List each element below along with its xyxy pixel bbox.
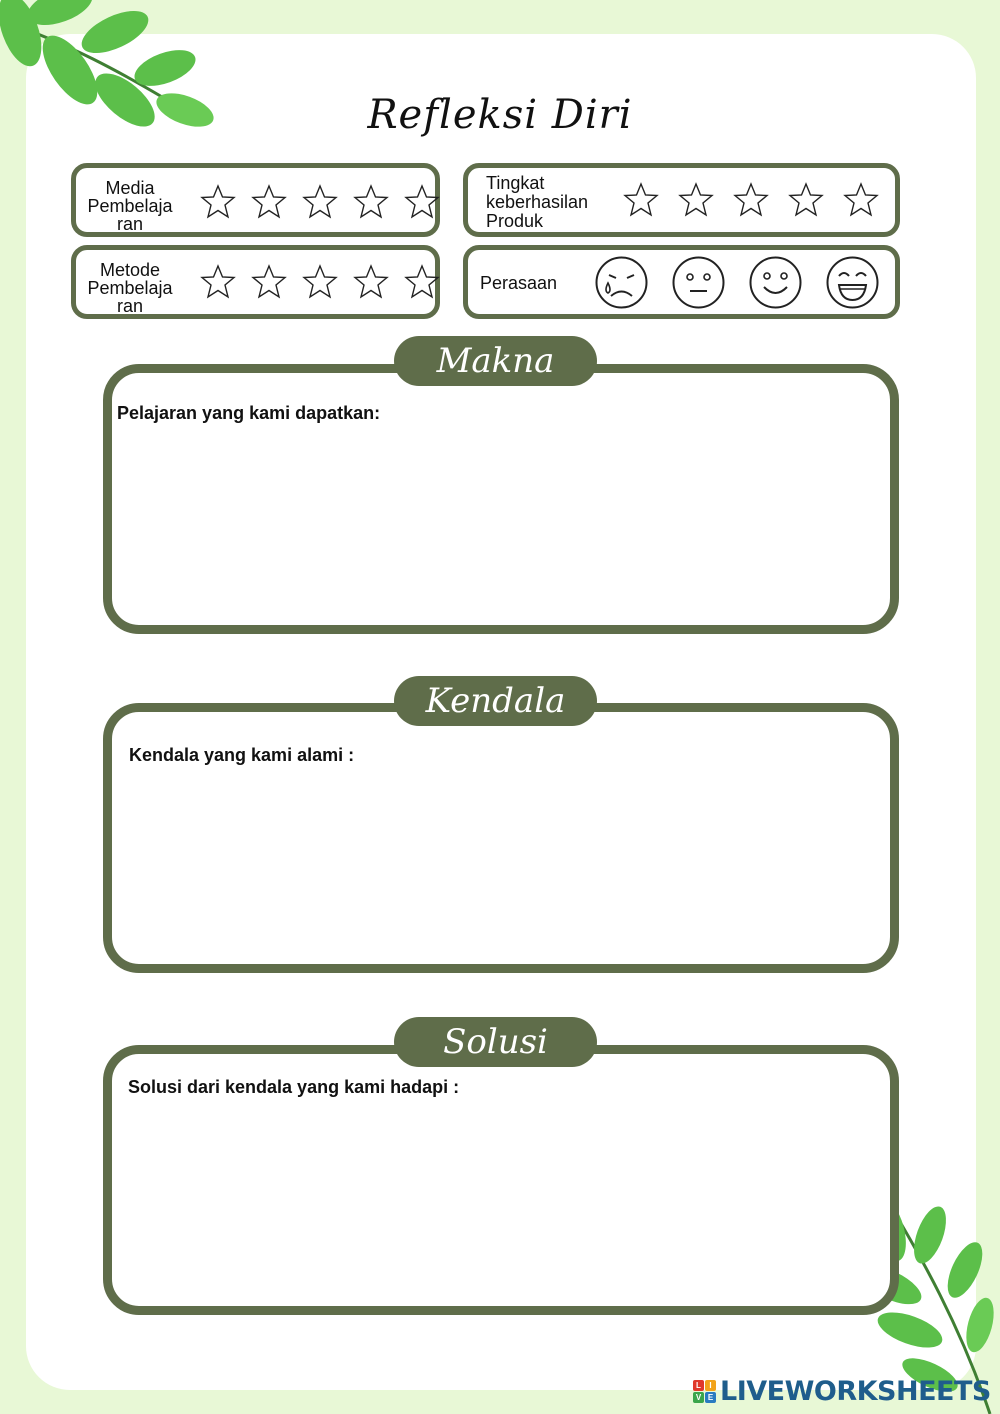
liveworksheets-brand <box>693 1376 991 1407</box>
rating-keberhasilan-produk <box>463 163 900 237</box>
star-icon[interactable] <box>251 184 287 220</box>
star-icon[interactable] <box>788 182 824 218</box>
neutral-face-icon[interactable] <box>671 255 726 310</box>
makna-section-tag: Makna <box>394 336 597 386</box>
star-rating-media[interactable] <box>200 184 440 220</box>
liveworksheets-logo-icon: L I V E <box>693 1380 716 1403</box>
solusi-section-tag: Solusi <box>394 1017 597 1067</box>
crying-face-icon[interactable] <box>594 255 649 310</box>
star-icon[interactable] <box>404 184 440 220</box>
makna-prompt: Pelajaran yang kami dapatkan: <box>117 403 381 423</box>
star-rating-produk[interactable] <box>623 182 879 218</box>
star-icon[interactable] <box>623 182 659 218</box>
kendala-section-tag: Kendala <box>394 676 597 726</box>
rating-media-pembelajaran <box>71 163 440 237</box>
solusi-prompt: Solusi dari kendala yang kami hadapi : <box>128 1077 460 1097</box>
feeling-faces[interactable] <box>594 255 880 310</box>
rating-media-label: Media Pembelaja ran <box>87 178 173 234</box>
star-rating-metode[interactable] <box>200 264 440 300</box>
liveworksheets-wordmark: LIVEWORKSHEETS <box>720 1376 991 1407</box>
rating-metode-label: Metode Pembelaja ran <box>87 260 173 316</box>
star-icon[interactable] <box>302 264 338 300</box>
smile-face-icon[interactable] <box>748 255 803 310</box>
star-icon[interactable] <box>353 184 389 220</box>
rating-perasaan <box>463 245 900 319</box>
star-icon[interactable] <box>404 264 440 300</box>
page-title: Refleksi Diri <box>367 92 633 138</box>
star-icon[interactable] <box>251 264 287 300</box>
star-icon[interactable] <box>733 182 769 218</box>
kendala-answer-box[interactable] <box>103 703 899 973</box>
star-icon[interactable] <box>302 184 338 220</box>
star-icon[interactable] <box>678 182 714 218</box>
star-icon[interactable] <box>843 182 879 218</box>
star-icon[interactable] <box>200 264 236 300</box>
rating-produk-label: Tingkat keberhasilan Produk <box>486 173 589 231</box>
rating-metode-pembelajaran <box>71 245 440 319</box>
star-icon[interactable] <box>200 184 236 220</box>
grin-face-icon[interactable] <box>825 255 880 310</box>
kendala-prompt: Kendala yang kami alami : <box>129 745 355 765</box>
rating-perasaan-label: Perasaan <box>480 273 558 293</box>
star-icon[interactable] <box>353 264 389 300</box>
